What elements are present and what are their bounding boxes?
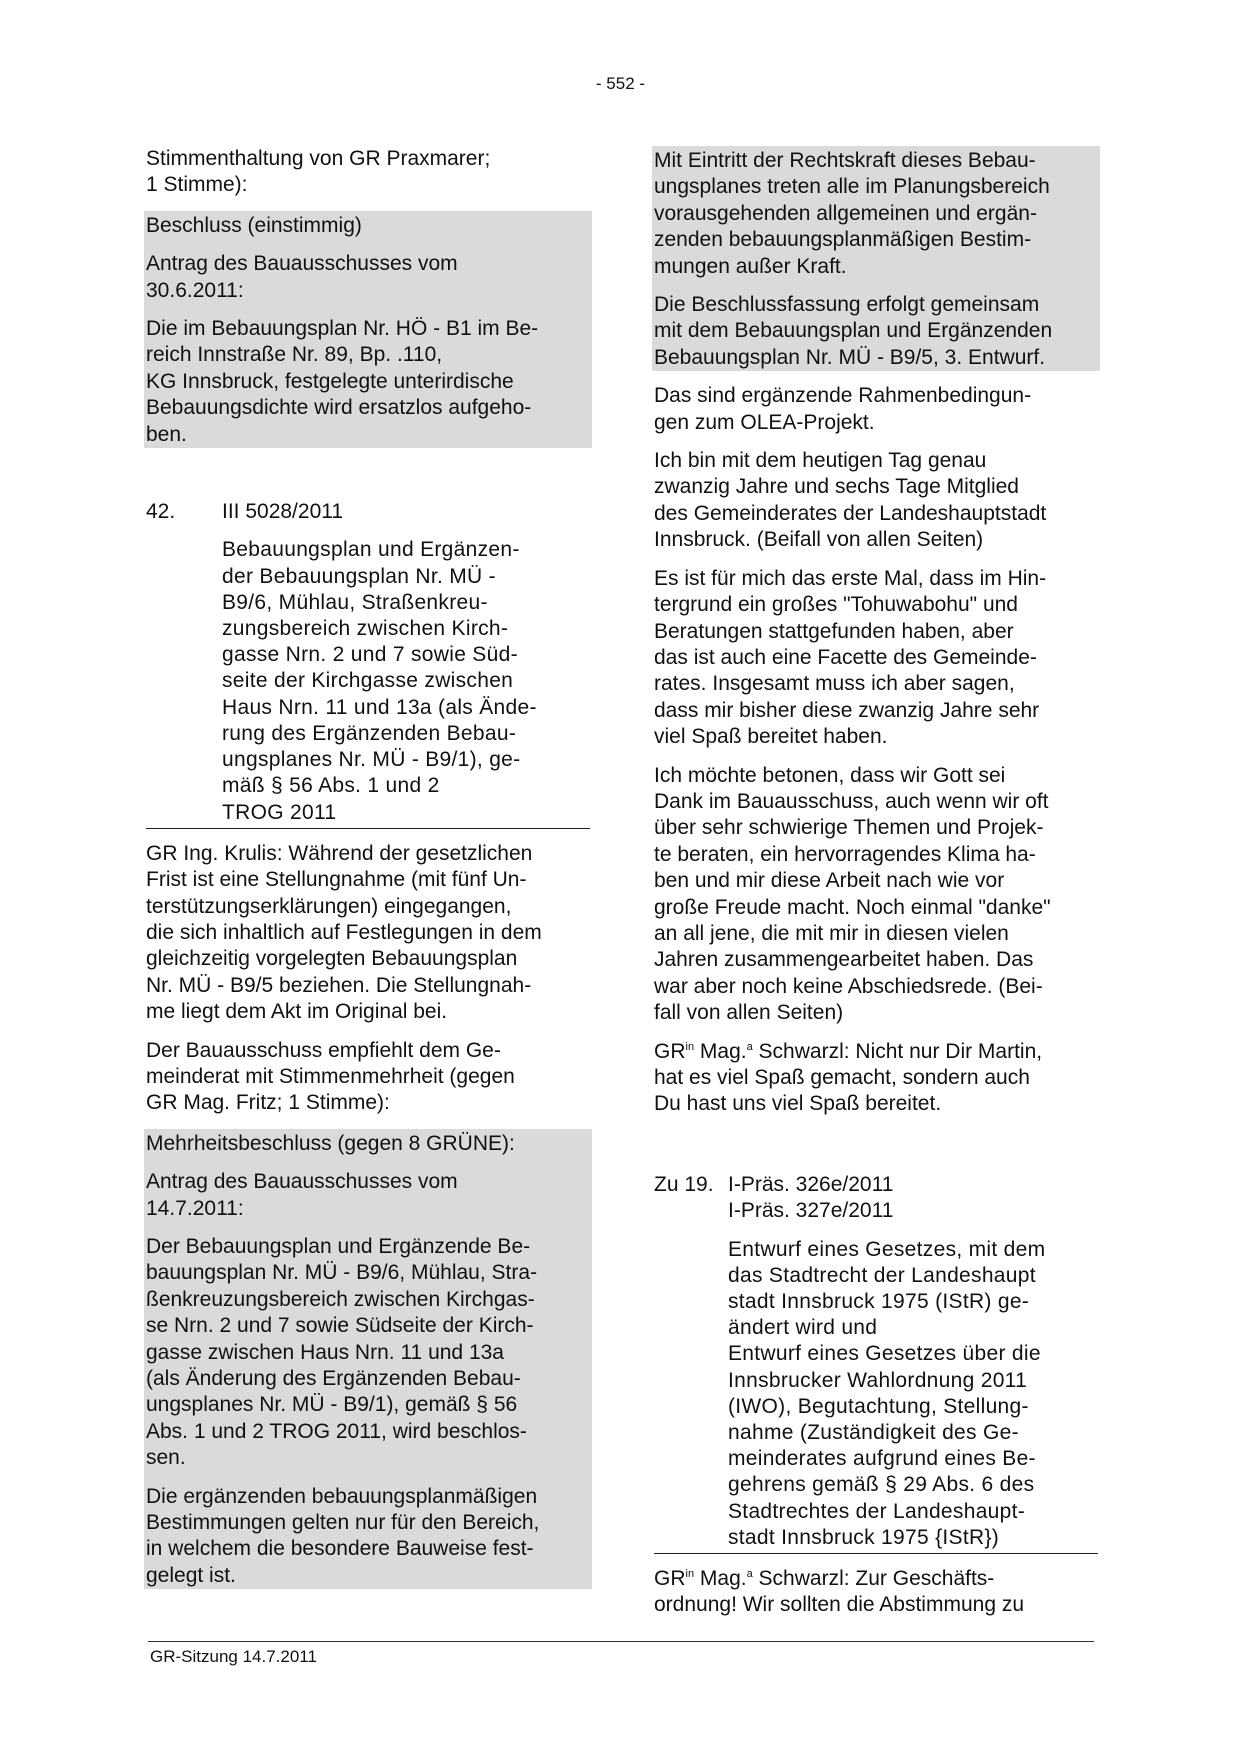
- resolution-block-1: [144, 211, 592, 448]
- text-line: Antrag des Bauausschusses vom: [146, 252, 458, 276]
- text-line: Stimmenthaltung von GR Praxmarer;: [146, 147, 491, 170]
- resolution-provisions: [146, 1484, 590, 1590]
- text-line: ungsplanes Nr. MÜ - B9/1), ge-: [222, 748, 521, 772]
- text-line: Mit Eintritt der Rechtskraft dieses Bebau-: [654, 149, 1036, 172]
- resolution-text: [654, 148, 1098, 280]
- intro-paragraph: [146, 146, 590, 199]
- text-line: (IWO), Begutachtung, Stellung-: [728, 1394, 1029, 1418]
- text-line: ben.: [146, 422, 187, 446]
- text-line: stadt Innsbruck 1975 {IStR}): [728, 1525, 1000, 1549]
- text-line: Es ist für mich das erste Mal, dass im Hin-: [654, 566, 1047, 590]
- text-line: Die im Bebauungsplan Nr. HÖ - B1 im Be-: [146, 317, 539, 341]
- agenda-item-header: [654, 1172, 1098, 1225]
- text-line: 30.6.2011:: [146, 278, 244, 302]
- text-line: gehrens gemäß § 29 Abs. 6 des: [728, 1473, 1035, 1497]
- text-line: viel Spaß bereitet haben.: [654, 725, 888, 749]
- text-line: war aber noch keine Abschiedsrede. (Bei-: [654, 974, 1043, 998]
- text-line: Entwurf eines Gesetzes über die: [728, 1342, 1041, 1366]
- paragraph-membership: [654, 448, 1098, 554]
- text-line: meinderates aufgrund eines Be-: [728, 1447, 1036, 1471]
- speech-schwarzl-1: [654, 1039, 1098, 1118]
- text-line: B9/6, Mühlau, Straßenkreu-: [222, 590, 488, 614]
- text-line: fall von allen Seiten): [654, 1001, 844, 1025]
- text-line: GR Ing. Krulis: Während der gesetzlichen: [146, 841, 533, 865]
- text-line: rung des Ergänzenden Bebau-: [222, 721, 517, 745]
- paragraph-framework: [654, 383, 1098, 436]
- text-line: ungsplanes treten alle im Planungsbereich: [654, 175, 1050, 199]
- speaker-degree: Mag.: [694, 1567, 747, 1591]
- speech-krulis: [146, 841, 590, 1026]
- superscript: a: [746, 1568, 753, 1581]
- resolution-text: [654, 292, 1098, 371]
- text-line: mit dem Bebauungsplan und Ergänzenden: [654, 319, 1053, 343]
- text-line: das Stadtrecht der Landeshaupt: [728, 1263, 1036, 1287]
- text-line: bauungsplan Nr. MÜ - B9/6, Mühlau, Stra-: [146, 1261, 538, 1285]
- superscript: a: [746, 1040, 753, 1053]
- resolution-heading: Beschluss (einstimmig): [146, 213, 362, 237]
- text-line: gen zum OLEA-Projekt.: [654, 410, 875, 434]
- text-line: Antrag des Bauausschusses vom: [146, 1170, 458, 1194]
- text-line: vorausgehenden allgemeinen und ergän-: [654, 201, 1037, 225]
- text-line: tergrund ein großes "Tohuwabohu" und: [654, 593, 1018, 617]
- text-line: terstützungserklärungen) eingegangen,: [146, 894, 512, 918]
- agenda-item-reference: I-Präs. 327e/2011: [728, 1199, 894, 1223]
- agenda-item-title: [222, 537, 590, 825]
- speech-schwarzl-2: [654, 1566, 1098, 1619]
- text-line: Der Bauausschuss empfiehlt dem Ge-: [146, 1038, 501, 1062]
- text-line: gasse zwischen Haus Nrn. 11 und 13a: [146, 1340, 504, 1364]
- text-line: Ich bin mit dem heutigen Tag genau: [654, 449, 987, 473]
- resolution-block-3: [652, 146, 1100, 371]
- text-line: se Nrn. 2 und 7 sowie Südseite der Kirch-: [146, 1314, 534, 1338]
- text-line: Die Beschlussfassung erfolgt gemeinsam: [654, 293, 1040, 317]
- text-line: Entwurf eines Gesetzes, mit dem: [728, 1237, 1046, 1261]
- text-line: Schwarzl: Zur Geschäfts-: [752, 1567, 995, 1591]
- text-line: in welchem die besondere Bauweise fest-: [146, 1537, 534, 1561]
- agenda-item-42: [146, 499, 590, 829]
- text-line: Schwarzl: Nicht nur Dir Martin,: [752, 1039, 1043, 1063]
- text-line: das ist auch eine Facette des Gemeinde-: [654, 645, 1037, 669]
- text-line: Das sind ergänzende Rahmenbedingun-: [654, 384, 1032, 408]
- agenda-item-number: Zu 19.: [654, 1172, 714, 1196]
- left-column: [146, 146, 590, 1601]
- text-line: Bestimmungen gelten nur für den Bereich,: [146, 1511, 540, 1535]
- text-line: gelegt ist.: [146, 1563, 236, 1587]
- speaker-degree: Mag.: [694, 1039, 747, 1063]
- text-line: Frist ist eine Stellungnahme (mit fünf Un-: [146, 868, 527, 892]
- text-line: ordnung! Wir sollten die Abstimmung zu: [654, 1593, 1025, 1617]
- paragraph-first-time: [654, 566, 1098, 751]
- text-line: Dank im Bauausschuss, auch wenn wir oft: [654, 789, 1049, 813]
- speaker-title: GR: [654, 1567, 686, 1591]
- text-line: Bebauungsplan und Ergänzen-: [222, 538, 520, 562]
- agenda-item-reference: III 5028/2011: [222, 500, 344, 524]
- agenda-item-references: [728, 1172, 893, 1225]
- text-line: ben und mir diese Arbeit nach wie vor: [654, 869, 1005, 893]
- text-line: ßenkreuzungsbereich zwischen Kirchgas-: [146, 1287, 535, 1311]
- committee-recommendation: [146, 1038, 590, 1117]
- text-line: gleichzeitig vorgelegten Bebauungsplan: [146, 947, 518, 971]
- text-line: Du hast uns viel Spaß bereitet.: [654, 1092, 942, 1116]
- text-line: sen.: [146, 1446, 186, 1470]
- speaker-title: GR: [654, 1039, 686, 1063]
- text-line: GR Mag. Fritz; 1 Stimme):: [146, 1091, 390, 1115]
- motion-heading: [146, 251, 590, 304]
- text-line: (als Änderung des Ergänzenden Bebau-: [146, 1367, 521, 1391]
- text-line: reich Innstraße Nr. 89, Bp. .110,: [146, 343, 443, 367]
- text-line: an all jene, die mit mir in diesen vielen: [654, 921, 1009, 945]
- text-line: seite der Kirchgasse zwischen: [222, 669, 514, 693]
- text-line: rates. Insgesamt muss ich aber sagen,: [654, 672, 1015, 696]
- resolution-heading: Mehrheitsbeschluss (gegen 8 GRÜNE):: [146, 1131, 515, 1155]
- text-line: 14.7.2011:: [146, 1196, 244, 1220]
- text-line: stadt Innsbruck 1975 (IStR) ge-: [728, 1290, 1030, 1314]
- text-line: 1 Stimme):: [146, 173, 248, 197]
- text-line: die sich inhaltlich auf Festlegungen in dem: [146, 920, 542, 944]
- text-line: Jahren zusammengearbeitet haben. Das: [654, 948, 1034, 972]
- text-line: mäß § 56 Abs. 1 und 2: [222, 774, 440, 798]
- text-line: Abs. 1 und 2 TROG 2011, wird beschlos-: [146, 1419, 527, 1443]
- text-line: meinderat mit Stimmenmehrheit (gegen: [146, 1064, 515, 1088]
- agenda-item-number: 42.: [146, 500, 176, 524]
- superscript: in: [685, 1040, 695, 1053]
- page-number: - 552 -: [595, 74, 646, 93]
- text-line: des Gemeinderates der Landeshauptstadt: [654, 501, 1047, 525]
- text-line: zenden bebauungsplanmäßigen Bestim-: [654, 228, 1032, 252]
- text-line: Die ergänzenden bebauungsplanmäßigen: [146, 1484, 538, 1508]
- agenda-item-19: [654, 1172, 1098, 1554]
- resolution-block-2: [144, 1129, 592, 1590]
- agenda-item-reference: I-Präs. 326e/2011: [728, 1172, 894, 1196]
- resolution-text: [146, 316, 590, 448]
- text-line: gasse Nrn. 2 und 7 sowie Süd-: [222, 643, 518, 667]
- text-line: über sehr schwierige Themen und Projek-: [654, 816, 1044, 840]
- text-line: Innsbrucker Wahlordnung 2011: [728, 1368, 1028, 1392]
- agenda-item-title: [728, 1237, 1098, 1551]
- text-line: zungsbereich zwischen Kirch-: [222, 617, 509, 641]
- text-line: der Bebauungsplan Nr. MÜ -: [222, 564, 496, 588]
- superscript: in: [685, 1568, 695, 1581]
- text-line: Nr. MÜ - B9/5 beziehen. Die Stellungnah-: [146, 973, 532, 997]
- text-line: Beratungen stattgefunden haben, aber: [654, 619, 1014, 643]
- text-line: Haus Nrn. 11 und 13a (als Ände-: [222, 695, 537, 719]
- text-line: zwanzig Jahre und sechs Tage Mitglied: [654, 475, 1019, 499]
- text-line: nahme (Zuständigkeit des Ge-: [728, 1421, 1019, 1445]
- footer-session-label: GR-Sitzung 14.7.2011: [150, 1647, 317, 1666]
- text-line: ändert wird und: [728, 1316, 878, 1340]
- resolution-text: [146, 1234, 590, 1472]
- right-column: [654, 146, 1098, 1631]
- text-line: te beraten, ein hervorragendes Klima ha-: [654, 842, 1036, 866]
- agenda-item-header: [146, 499, 590, 525]
- text-line: TROG 2011: [222, 800, 337, 824]
- text-line: Innsbruck. (Beifall von allen Seiten): [654, 528, 984, 552]
- text-line: große Freude macht. Noch einmal "danke": [654, 895, 1051, 919]
- footer-divider: [148, 1641, 1094, 1642]
- motion-heading: [146, 1169, 590, 1222]
- text-line: Ich möchte betonen, dass wir Gott sei: [654, 763, 1006, 787]
- text-line: Bebauungsdichte wird ersatzlos aufgeho-: [146, 396, 532, 420]
- text-line: hat es viel Spaß gemacht, sondern auch: [654, 1066, 1030, 1089]
- text-line: me liegt dem Akt im Original bei.: [146, 1000, 448, 1024]
- text-line: KG Innsbruck, festgelegte unterirdische: [146, 369, 514, 393]
- text-line: Stadtrechtes der Landeshaupt-: [728, 1499, 1026, 1523]
- text-line: ungsplanes Nr. MÜ - B9/1), gemäß § 56: [146, 1393, 518, 1417]
- text-line: Bebauungsplan Nr. MÜ - B9/5, 3. Entwurf.: [654, 345, 1046, 369]
- paragraph-emphasis: [654, 763, 1098, 1027]
- text-line: dass mir bisher diese zwanzig Jahre sehr: [654, 698, 1040, 722]
- text-line: Der Bebauungsplan und Ergänzende Be-: [146, 1234, 531, 1258]
- text-line: mungen außer Kraft.: [654, 254, 847, 278]
